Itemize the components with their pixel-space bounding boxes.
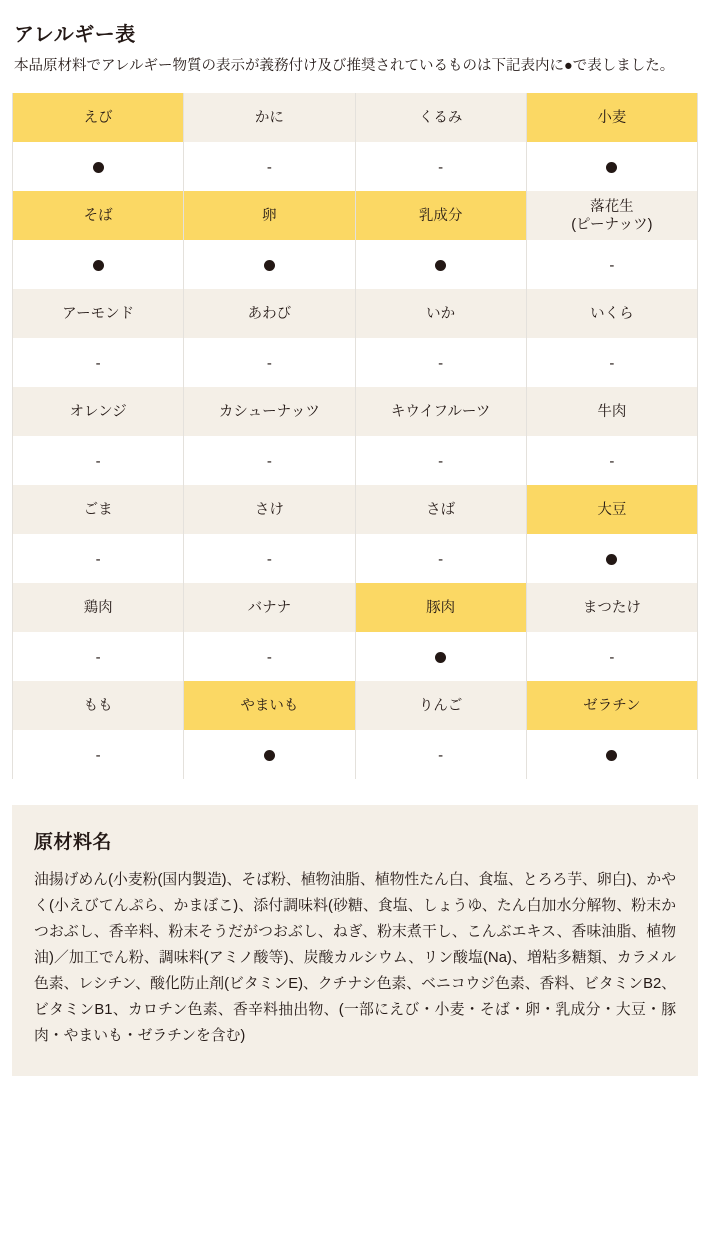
allergen-mark-cell [526,436,697,485]
allergen-label-cell: 鶏肉 [13,583,184,632]
allergen-label-cell: オレンジ [13,387,184,436]
not-contains-dash-icon: - [95,354,101,372]
contains-dot-icon [606,750,617,761]
ingredients-panel [12,805,698,1075]
not-contains-dash-icon: - [438,746,444,764]
allergen-mark-cell [184,534,355,583]
not-contains-dash-icon: - [266,452,272,470]
allergen-label-cell: まつたけ [526,583,697,632]
allergen-mark-cell [526,534,697,583]
allergen-label-cell: かに [184,93,355,142]
allergen-label-cell: りんご [355,681,526,730]
allergen-label-cell: 落花生 (ピーナッツ) [526,191,697,240]
not-contains-dash-icon: - [609,452,615,470]
allergen-mark-cell [355,142,526,191]
contains-dot-icon [264,750,275,761]
allergen-table-body [13,93,698,779]
allergen-label-cell: いか [355,289,526,338]
not-contains-dash-icon: - [438,354,444,372]
allergen-label-cell: 牛肉 [526,387,697,436]
table-row-labels [13,191,698,240]
table-row-labels [13,387,698,436]
not-contains-dash-icon: - [438,452,444,470]
not-contains-dash-icon: - [266,550,272,568]
allergen-mark-cell [526,730,697,779]
ingredients-heading: 原材料名 [34,832,113,854]
allergen-mark-cell [184,142,355,191]
not-contains-dash-icon: - [609,256,615,274]
not-contains-dash-icon: - [609,354,615,372]
allergen-label-cell: あわび [184,289,355,338]
not-contains-dash-icon: - [95,452,101,470]
ingredients-text: 油揚げめん(小麦粉(国内製造)、そば粉、植物油脂、植物性たん白、食塩、とろろ芋、卵白)、かやく(小えびてんぷら、かまぼこ)、添付調味料(砂糖、食塩、しょうゆ、たん白加水分解物、粉末かつおぶし、香辛料、粉末そうだがつおぶし、ねぎ、粉末煮干し、こんぶエキス、香味油脂、植物油)／加工でん粉、調味料(アミノ酸等)、炭酸カルシウム、リン酸塩(Na)、増粘多糖類、カラメル色素、レシチン、酸化防止剤(ビタミンE)、クチナシ色素、ベニコウジ色素、香料、ビタミンB2、ビタミンB1、カロチン色素、香辛料抽出物、(一部にえび・小麦・そば・卵・乳成分・大豆・豚肉・やまいも・ゼラチンを含む) [34,872,676,1044]
allergen-label-cell: キウイフルーツ [355,387,526,436]
contains-dot-icon [93,260,104,271]
allergen-mark-cell [355,240,526,289]
allergen-mark-cell [13,632,184,681]
page-description: 本品原材料でアレルギー物質の表示が義務付け及び推奨されているものは下記表内に●で表しました。 [14,58,675,74]
table-row-labels [13,289,698,338]
allergen-mark-cell [355,338,526,387]
table-row-marks [13,338,698,387]
allergen-mark-cell [13,436,184,485]
allergen-mark-cell [355,632,526,681]
table-row-marks [13,730,698,779]
contains-dot-icon [264,260,275,271]
allergen-label-cell: えび [13,93,184,142]
table-row-marks [13,632,698,681]
allergen-label-cell: 卵 [184,191,355,240]
allergen-label-cell: さけ [184,485,355,534]
contains-dot-icon [435,260,446,271]
allergen-mark-cell [184,240,355,289]
allergen-mark-cell [13,534,184,583]
allergen-label-cell: バナナ [184,583,355,632]
allergen-mark-cell [184,632,355,681]
allergen-table [12,93,698,779]
allergen-mark-cell [184,436,355,485]
allergen-mark-cell [13,142,184,191]
allergen-label-cell: さば [355,485,526,534]
table-row-labels [13,681,698,730]
allergen-mark-cell [526,632,697,681]
contains-dot-icon [606,162,617,173]
not-contains-dash-icon: - [95,550,101,568]
allergen-label-cell: いくら [526,289,697,338]
allergen-label-cell: やまいも [184,681,355,730]
allergen-mark-cell [526,142,697,191]
allergen-mark-cell [184,338,355,387]
table-row-labels [13,93,698,142]
table-row-labels [13,485,698,534]
allergen-label-cell: ごま [13,485,184,534]
table-row-marks [13,436,698,485]
allergen-label-cell: 小麦 [526,93,697,142]
not-contains-dash-icon: - [266,354,272,372]
page-title: アレルギー表 [14,24,136,46]
contains-dot-icon [93,162,104,173]
allergen-mark-cell [13,730,184,779]
not-contains-dash-icon: - [266,158,272,176]
allergen-mark-cell [526,240,697,289]
allergen-mark-cell [526,338,697,387]
table-row-marks [13,534,698,583]
allergen-mark-cell [355,436,526,485]
allergen-label-cell: もも [13,681,184,730]
allergen-label-cell: 大豆 [526,485,697,534]
not-contains-dash-icon: - [438,158,444,176]
allergen-label-cell: そば [13,191,184,240]
allergen-label-cell: くるみ [355,93,526,142]
allergen-mark-cell [355,730,526,779]
not-contains-dash-icon: - [95,746,101,764]
allergen-mark-cell [13,240,184,289]
not-contains-dash-icon: - [95,648,101,666]
allergen-label-cell: ゼラチン [526,681,697,730]
contains-dot-icon [435,652,446,663]
not-contains-dash-icon: - [609,648,615,666]
allergen-label-cell: 乳成分 [355,191,526,240]
allergen-label-cell: カシューナッツ [184,387,355,436]
table-row-marks [13,142,698,191]
allergen-label-cell: 豚肉 [355,583,526,632]
allergen-mark-cell [184,730,355,779]
allergen-mark-cell [355,534,526,583]
allergen-mark-cell [13,338,184,387]
table-row-marks [13,240,698,289]
allergen-label-cell: アーモンド [13,289,184,338]
table-row-labels [13,583,698,632]
not-contains-dash-icon: - [266,648,272,666]
contains-dot-icon [606,554,617,565]
not-contains-dash-icon: - [438,550,444,568]
